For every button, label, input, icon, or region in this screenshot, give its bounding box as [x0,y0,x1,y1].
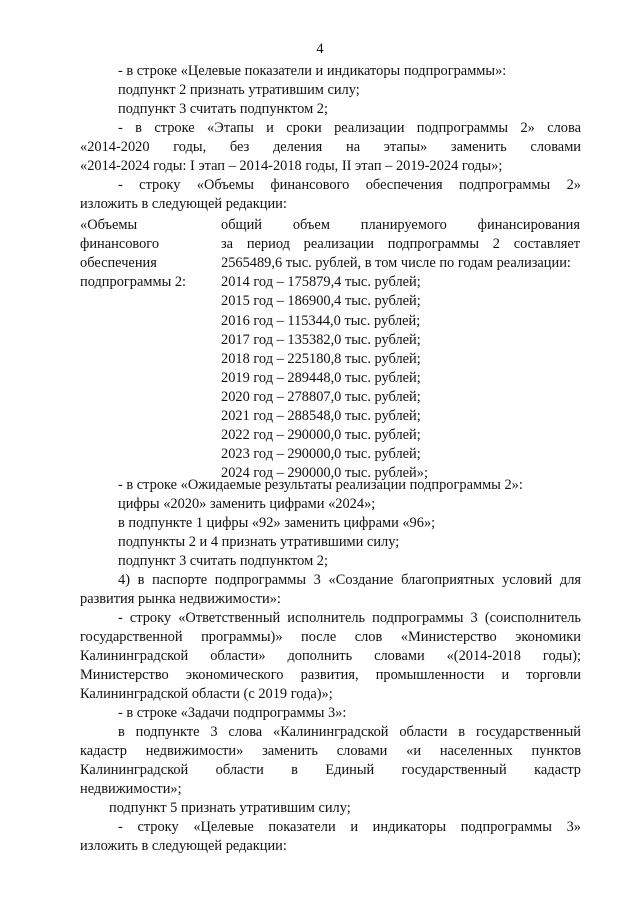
paragraph-line: - в строке «Задачи подпрограммы 3»: [118,705,347,721]
table-value-line: 2021 год – 288548,0 тыс. рублей; [221,408,421,424]
table-value-line: 2017 год – 135382,0 тыс. рублей; [221,332,421,348]
table-value-line: 2016 год – 115344,0 тыс. рублей; [221,313,421,329]
table-value-line: 2023 год – 290000,0 тыс. рублей; [221,446,421,462]
paragraph-line: подпункты 2 и 4 признать утратившими силу; [118,534,400,550]
paragraph-line: подпункт 3 считать подпунктом 2; [118,553,328,569]
paragraph-line: развития рынка недвижимости»: [80,591,281,607]
paragraph-line: Калининградской области (с 2019 года)»; [80,686,333,702]
paragraph-line: - строку «Ответственный исполнитель подпрограммы 3 (соисполнитель [118,610,581,626]
table-value-line: за период реализации подпрограммы 2 составляет [221,236,580,252]
table-label-line: обеспечения [80,255,157,271]
paragraph-line: цифры «2020» заменить цифрами «2024»; [118,496,376,512]
paragraph-line: изложить в следующей редакции: [80,196,287,212]
table-label-line: финансового [80,236,160,252]
paragraph-line: - строку «Объемы финансового обеспечения подпрограммы 2» [118,177,581,193]
paragraph-line: - в строке «Ожидаемые результаты реализации подпрограммы 2»: [118,477,523,493]
table-value-line: 2018 год – 225180,8 тыс. рублей; [221,351,421,367]
paragraph-line: Калининградской области» дополнить словами «(2014-2018 годы); [80,648,581,664]
paragraph-line: подпункт 3 считать подпунктом 2; [118,101,328,117]
paragraph-line: Министерство экономического развития, промышленности и торговли [80,667,581,683]
paragraph-line: подпункт 2 признать утратившим силу; [118,82,360,98]
table-value-line: 2565489,6 тыс. рублей, в том числе по годам реализации: [221,255,571,271]
page-number: 4 [316,41,324,57]
paragraph-line: - в строке «Этапы и сроки реализации подпрограммы 2» слова [118,120,581,136]
paragraph-line: - строку «Целевые показатели и индикаторы подпрограммы 3» [118,819,581,835]
table-value-line: 2020 год – 278807,0 тыс. рублей; [221,389,421,405]
table-value-line: 2015 год – 186900,4 тыс. рублей; [221,293,421,309]
paragraph-line: «2014-2020 годы, без деления на этапы» заменить словами [80,139,581,155]
table-value-line: общий объем планируемого финансирования [221,217,580,233]
paragraph-line: подпункт 5 признать утратившим силу; [109,800,351,816]
paragraph-line: недвижимости»; [80,781,182,797]
table-label-line: подпрограммы 2: [80,274,187,290]
paragraph-line: кадастр недвижимости» заменить словами «и населенных пунктов [80,743,581,759]
paragraph-line: в подпункте 3 слова «Калининградской области в государственный [118,724,581,740]
table-value-line: 2019 год – 289448,0 тыс. рублей; [221,370,421,386]
table-value-line: 2022 год – 290000,0 тыс. рублей; [221,427,421,443]
paragraph-line: Калининградской области в Единый государственный кадастр [80,762,581,778]
paragraph-line: - в строке «Целевые показатели и индикаторы подпрограммы»: [118,63,507,79]
paragraph-line: 4) в паспорте подпрограммы 3 «Создание благоприятных условий для [118,572,581,588]
table-value-line: 2024 год – 290000,0 тыс. рублей»; [221,465,428,481]
paragraph-line: «2014-2024 годы: I этап – 2014-2018 годы, II этап – 2019-2024 годы»; [80,158,503,174]
table-value-line: 2014 год – 175879,4 тыс. рублей; [221,274,421,290]
paragraph-line: изложить в следующей редакции: [80,838,287,854]
table-label-line: «Объемы [80,217,138,233]
paragraph-line: в подпункте 1 цифры «92» заменить цифрами «96»; [118,515,436,531]
paragraph-line: государственной программы)» после слов «Министерство экономики [80,629,581,645]
